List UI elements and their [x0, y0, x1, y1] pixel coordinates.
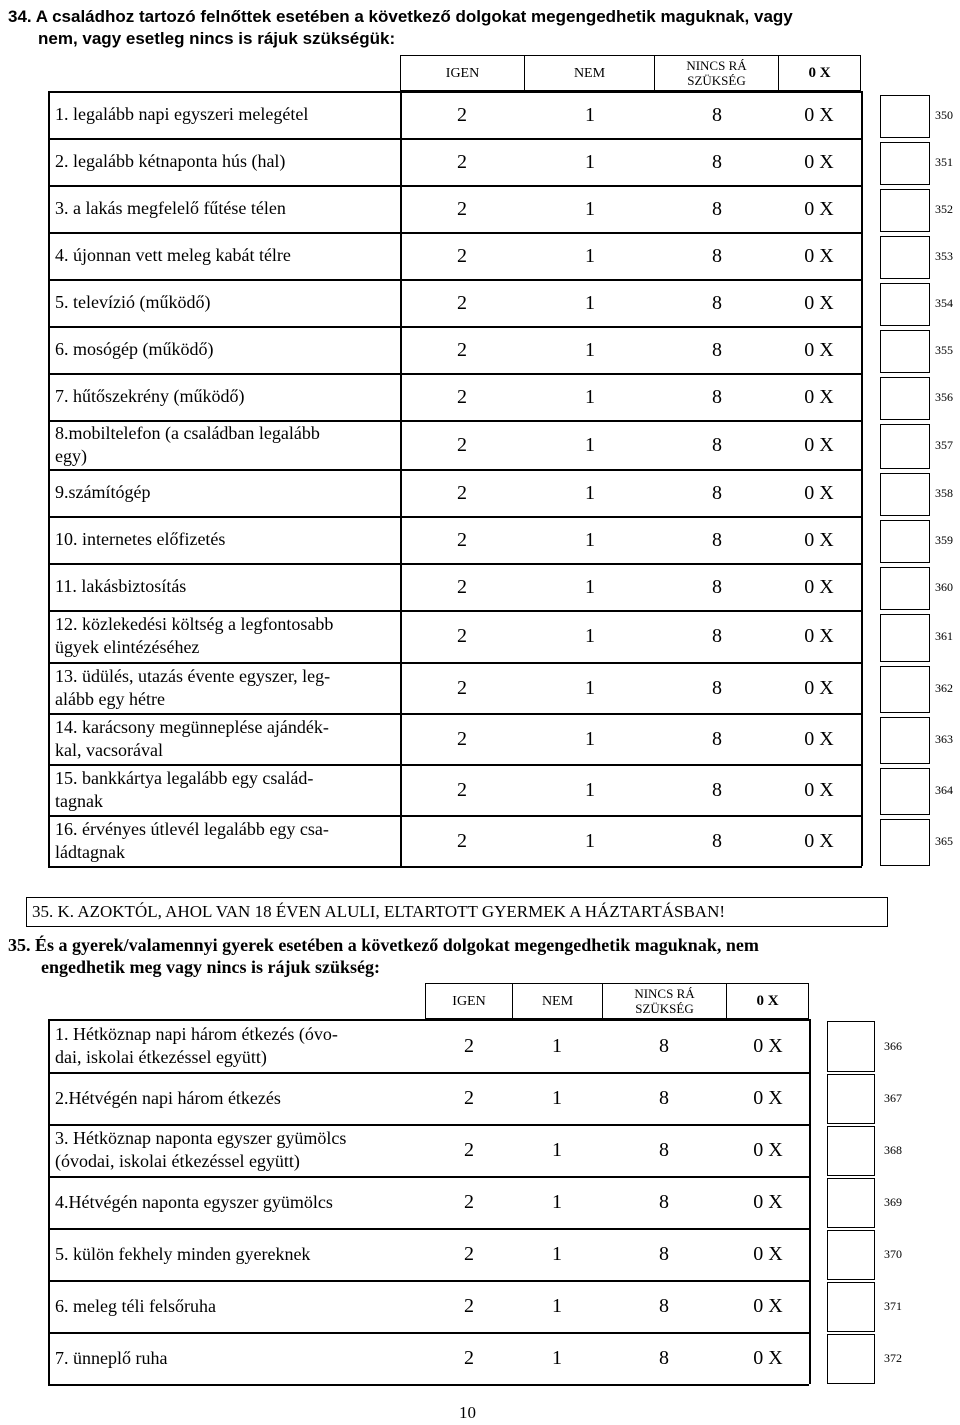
answer-option-8[interactable]: 8	[659, 1034, 669, 1057]
column-divider	[809, 1019, 811, 1384]
row-divider	[48, 1124, 809, 1126]
row-divider	[48, 815, 862, 817]
answer-option-1[interactable]: 1	[585, 197, 595, 220]
answer-option-8[interactable]: 8	[712, 676, 722, 699]
answer-option-1[interactable]: 1	[585, 103, 595, 126]
answer-option-1[interactable]: 1	[552, 1243, 562, 1265]
variable-code: 351	[935, 154, 953, 169]
q34-title-line2: nem, vagy esetleg nincs is rájuk szükségük:	[38, 29, 396, 48]
q35-header-nincs-line2: SZÜKSÉG	[635, 1001, 694, 1016]
variable-code: 363	[935, 731, 953, 746]
answer-option-8[interactable]: 8	[712, 385, 722, 408]
row-label	[55, 291, 394, 314]
answer-code-box[interactable]	[827, 1230, 875, 1280]
answer-code-box[interactable]	[880, 666, 930, 713]
answer-option-1[interactable]: 1	[585, 244, 595, 267]
row-label-line1: 1. Hétköznap napi három étkezés (óvo-	[55, 1023, 338, 1044]
row-label-line1: 3. a lakás megfelelő fűtése télen	[55, 198, 286, 218]
row-label-line1: 5. külön fekhely minden gyereknek	[55, 1243, 311, 1264]
q34-title-line1: 34. A családhoz tartozó felnőttek esetében a következő dolgokat megengedhetik maguknak, vagy	[8, 7, 793, 26]
q34-header-igen: IGEN	[445, 66, 480, 81]
row-label-line2: kal, vacsorával	[55, 739, 163, 760]
answer-option-2[interactable]: 2	[457, 676, 467, 699]
row-label-line1: 10. internetes előfizetés	[55, 529, 226, 549]
answer-option-0x[interactable]: 0 X	[753, 1295, 783, 1317]
row-label-line2: (óvodai, iskolai étkezéssel együtt)	[55, 1151, 300, 1171]
variable-code: 355	[935, 342, 953, 357]
answer-option-8[interactable]: 8	[659, 1191, 669, 1213]
answer-option-8[interactable]: 8	[659, 1243, 669, 1265]
answer-option-8[interactable]: 8	[659, 1347, 669, 1369]
answer-option-1[interactable]: 1	[585, 727, 595, 750]
row-label	[55, 197, 394, 220]
row-label-line1: 15. bankkártya legalább egy család-	[55, 767, 314, 788]
row-label	[55, 338, 394, 361]
answer-option-1[interactable]: 1	[552, 1034, 562, 1057]
answer-option-1[interactable]: 1	[585, 481, 595, 504]
answer-code-box[interactable]	[827, 1126, 875, 1176]
variable-code: 366	[884, 1038, 902, 1053]
answer-code-box[interactable]	[880, 377, 930, 420]
row-label-line1: 6. meleg téli felsőruha	[55, 1295, 216, 1316]
answer-option-1[interactable]: 1	[585, 291, 595, 314]
table-bottom-line	[48, 866, 862, 868]
answer-option-0x[interactable]: 0 X	[753, 1347, 783, 1369]
answer-code-box[interactable]	[827, 1334, 875, 1384]
row-label-line1: 3. Hétköznap naponta egyszer gyümölcs	[55, 1128, 347, 1148]
column-divider	[48, 91, 50, 866]
variable-code: 364	[935, 782, 953, 797]
q35-header-0x: 0 X	[756, 993, 779, 1009]
variable-code: 356	[935, 389, 953, 404]
row-label-line2: ládtagnak	[55, 841, 125, 862]
row-divider	[48, 1072, 809, 1074]
row-label-line1: 7. hűtőszekrény (működő)	[55, 386, 245, 406]
row-label	[55, 1087, 419, 1110]
row-label	[55, 103, 394, 126]
answer-option-2[interactable]: 2	[464, 1347, 474, 1369]
row-label-line1: 4. újonnan vett meleg kabát télre	[55, 245, 291, 265]
row-label	[55, 385, 394, 408]
row-divider	[48, 1228, 809, 1230]
row-label	[55, 1347, 419, 1370]
row-divider	[48, 1280, 809, 1282]
answer-option-0x[interactable]: 0 X	[804, 197, 834, 220]
answer-option-0x[interactable]: 0 X	[804, 528, 834, 551]
q34-header-0x: 0 X	[808, 65, 831, 81]
row-divider	[48, 469, 862, 471]
answer-option-0x[interactable]: 0 X	[804, 103, 834, 126]
answer-option-0x[interactable]: 0 X	[804, 338, 834, 361]
row-label-line1: 16. érvényes útlevél legalább egy csa-	[55, 818, 329, 839]
row-label	[55, 150, 394, 173]
q35-header-igen-cell	[425, 983, 513, 1019]
answer-option-8[interactable]: 8	[712, 433, 722, 456]
row-divider	[48, 232, 862, 234]
row-divider	[48, 373, 862, 375]
q35-header-nem: NEM	[541, 994, 574, 1009]
answer-option-2[interactable]: 2	[457, 338, 467, 361]
answer-option-1[interactable]: 1	[585, 385, 595, 408]
answer-code-box[interactable]	[880, 520, 930, 563]
answer-option-1[interactable]: 1	[585, 528, 595, 551]
answer-option-2[interactable]: 2	[457, 481, 467, 504]
row-divider	[48, 279, 862, 281]
q35-title	[8, 934, 958, 978]
answer-option-2[interactable]: 2	[457, 385, 467, 408]
answer-option-8[interactable]: 8	[712, 625, 722, 647]
answer-option-8[interactable]: 8	[712, 150, 722, 173]
answer-code-box[interactable]	[880, 236, 930, 279]
answer-option-2[interactable]: 2	[464, 1087, 474, 1109]
answer-code-box[interactable]	[880, 330, 930, 373]
variable-code: 352	[935, 201, 953, 216]
row-label	[55, 665, 394, 711]
answer-option-2[interactable]: 2	[457, 575, 467, 598]
answer-option-8[interactable]: 8	[712, 778, 722, 801]
row-label	[55, 1023, 419, 1069]
row-label	[55, 1191, 419, 1214]
q34-header-nincs-line1: NINCS RÁ	[686, 58, 747, 73]
answer-option-0x[interactable]: 0 X	[804, 481, 834, 504]
row-label	[55, 575, 394, 598]
row-label	[55, 481, 394, 504]
banner-35k: 35. K. AZOKTÓL, AHOL VAN 18 ÉVEN ALULI, ELTARTOTT GYERMEK A HÁZTARTÁSBAN!	[26, 897, 888, 927]
answer-option-0x[interactable]: 0 X	[804, 676, 834, 699]
answer-option-1[interactable]: 1	[552, 1295, 562, 1317]
answer-option-2[interactable]: 2	[464, 1243, 474, 1265]
variable-code: 370	[884, 1247, 902, 1261]
answer-option-1[interactable]: 1	[552, 1191, 562, 1213]
row-label	[55, 1243, 419, 1266]
page-number: 10	[459, 1403, 476, 1422]
row-label-line2: dai, iskolai étkezéssel együtt)	[55, 1046, 267, 1067]
row-label-line1: 2. legalább kétnaponta hús (hal)	[55, 151, 286, 171]
q35-header-nincs-cell	[603, 983, 727, 1019]
row-label	[55, 818, 394, 864]
answer-option-0x[interactable]: 0 X	[804, 291, 834, 314]
column-divider	[400, 91, 402, 866]
row-label	[55, 528, 394, 551]
answer-code-box[interactable]	[880, 567, 930, 610]
row-label	[55, 613, 394, 659]
answer-option-2[interactable]: 2	[457, 150, 467, 173]
variable-code: 350	[935, 107, 953, 122]
answer-option-2[interactable]: 2	[464, 1191, 474, 1213]
table-bottom-line	[48, 1384, 809, 1386]
variable-code: 354	[935, 295, 953, 310]
answer-option-2[interactable]: 2	[457, 727, 467, 750]
answer-option-8[interactable]: 8	[712, 197, 722, 220]
row-divider	[48, 1332, 809, 1334]
variable-code: 372	[884, 1351, 902, 1365]
variable-code: 368	[884, 1143, 902, 1157]
answer-code-box[interactable]	[880, 717, 930, 764]
answer-option-1[interactable]: 1	[585, 150, 595, 173]
answer-option-2[interactable]: 2	[457, 197, 467, 220]
answer-option-1[interactable]: 1	[585, 676, 595, 699]
answer-option-0x[interactable]: 0 X	[753, 1243, 783, 1265]
row-label-line1: 8.mobiltelefon (a családban legalább	[55, 422, 320, 443]
row-label	[55, 1295, 419, 1318]
answer-option-0x[interactable]: 0 X	[804, 575, 834, 598]
row-label-line1: 12. közlekedési költség a legfontosabb	[55, 614, 334, 634]
q35-title-line2: engedhetik meg vagy nincs is rájuk szükség:	[41, 957, 381, 977]
answer-option-2[interactable]: 2	[457, 778, 467, 801]
answer-code-box[interactable]	[827, 1178, 875, 1228]
variable-code: 371	[884, 1299, 902, 1313]
answer-option-0x[interactable]: 0 X	[804, 385, 834, 408]
row-label-line1: 14. karácsony megünneplése ajándék-	[55, 716, 329, 737]
answer-code-box[interactable]	[880, 189, 930, 232]
row-label-line1: 7. ünneplő ruha	[55, 1347, 168, 1368]
row-label	[55, 1127, 419, 1173]
row-label-line1: 9.számítógép	[55, 482, 151, 502]
answer-option-0x[interactable]: 0 X	[804, 778, 834, 801]
answer-option-2[interactable]: 2	[464, 1139, 474, 1161]
column-divider	[861, 91, 863, 866]
row-divider	[48, 326, 862, 328]
q34-header-nincs-cell	[655, 55, 779, 91]
answer-option-2[interactable]: 2	[457, 625, 467, 647]
answer-option-8[interactable]: 8	[712, 103, 722, 126]
row-divider	[48, 610, 862, 612]
answer-option-8[interactable]: 8	[659, 1295, 669, 1317]
q34-header-nem: NEM	[573, 66, 606, 81]
variable-code: 367	[884, 1091, 902, 1105]
row-divider	[48, 138, 862, 140]
row-divider	[48, 713, 862, 715]
row-divider	[48, 516, 862, 518]
q34-header-nincs-line2: SZÜKSÉG	[687, 73, 746, 88]
answer-code-box[interactable]	[880, 819, 930, 866]
row-label-line2: tagnak	[55, 790, 103, 811]
row-divider	[48, 1019, 809, 1021]
answer-option-1[interactable]: 1	[585, 778, 595, 801]
q35-header-igen: IGEN	[452, 994, 486, 1009]
answer-code-box[interactable]	[880, 283, 930, 326]
answer-option-8[interactable]: 8	[712, 244, 722, 267]
answer-option-0x[interactable]: 0 X	[804, 433, 834, 456]
row-label	[55, 422, 394, 468]
row-divider	[48, 764, 862, 766]
q34-header-0x-cell	[779, 55, 861, 91]
answer-option-8[interactable]: 8	[712, 338, 722, 361]
row-divider	[48, 563, 862, 565]
q35-header-0x-cell	[727, 983, 809, 1019]
q35-header-nem-cell	[513, 983, 603, 1019]
answer-option-2[interactable]: 2	[464, 1295, 474, 1317]
variable-code: 361	[935, 629, 953, 643]
answer-code-box[interactable]	[827, 1074, 875, 1124]
row-divider	[48, 185, 862, 187]
answer-option-8[interactable]: 8	[712, 291, 722, 314]
answer-option-1[interactable]: 1	[585, 625, 595, 647]
answer-code-box[interactable]	[880, 95, 930, 138]
answer-option-1[interactable]: 1	[585, 338, 595, 361]
q34-header-nem-cell	[525, 55, 655, 91]
answer-option-1[interactable]: 1	[552, 1139, 562, 1161]
answer-code-box[interactable]	[827, 1282, 875, 1332]
answer-option-1[interactable]: 1	[552, 1347, 562, 1369]
variable-code: 360	[935, 579, 953, 594]
row-label-line1: 13. üdülés, utazás évente egyszer, leg-	[55, 665, 331, 686]
answer-option-8[interactable]: 8	[712, 727, 722, 750]
answer-option-0x[interactable]: 0 X	[804, 727, 834, 750]
row-label	[55, 244, 394, 267]
variable-code: 357	[935, 437, 953, 452]
answer-code-box[interactable]	[880, 768, 930, 815]
row-divider	[48, 420, 862, 422]
q35-header-nincs-line1: NINCS RÁ	[634, 986, 695, 1001]
row-label	[55, 716, 394, 762]
row-divider	[48, 1176, 809, 1178]
answer-option-2[interactable]: 2	[457, 244, 467, 267]
answer-option-1[interactable]: 1	[552, 1087, 562, 1109]
row-divider	[48, 91, 862, 93]
answer-option-8[interactable]: 8	[659, 1087, 669, 1109]
answer-code-box[interactable]	[827, 1021, 875, 1072]
variable-code: 359	[935, 532, 953, 547]
answer-code-box[interactable]	[880, 614, 930, 662]
answer-option-2[interactable]: 2	[457, 829, 467, 852]
column-divider	[48, 1019, 50, 1384]
row-label-line1: 2.Hétvégén napi három étkezés	[55, 1087, 281, 1108]
answer-option-0x[interactable]: 0 X	[753, 1087, 783, 1109]
answer-option-0x[interactable]: 0 X	[753, 1034, 783, 1057]
answer-option-8[interactable]: 8	[712, 481, 722, 504]
answer-option-0x[interactable]: 0 X	[804, 244, 834, 267]
answer-option-8[interactable]: 8	[712, 575, 722, 598]
answer-option-1[interactable]: 1	[585, 575, 595, 598]
q35-title-line1: 35. És a gyerek/valamennyi gyerek esetében a következő dolgokat megengedhetik maguknak, nem	[8, 935, 759, 955]
answer-option-1[interactable]: 1	[585, 829, 595, 852]
variable-code: 369	[884, 1195, 902, 1209]
answer-option-2[interactable]: 2	[457, 433, 467, 456]
row-label-line2: egy)	[55, 445, 87, 466]
answer-option-2[interactable]: 2	[464, 1034, 474, 1057]
row-label-line1: 4.Hétvégén naponta egyszer gyümölcs	[55, 1191, 333, 1212]
answer-option-2[interactable]: 2	[457, 291, 467, 314]
answer-option-0x[interactable]: 0 X	[753, 1191, 783, 1213]
variable-code: 353	[935, 248, 953, 263]
q34-header-igen-cell	[400, 55, 525, 91]
answer-option-8[interactable]: 8	[659, 1139, 669, 1161]
row-label-line1: 6. mosógép (működő)	[55, 339, 214, 359]
row-label-line2: alább egy hétre	[55, 688, 165, 709]
answer-code-box[interactable]	[880, 142, 930, 185]
answer-option-2[interactable]: 2	[457, 103, 467, 126]
row-divider	[48, 662, 862, 664]
answer-option-8[interactable]: 8	[712, 829, 722, 852]
answer-code-box[interactable]	[880, 424, 930, 469]
q34-title	[8, 6, 958, 50]
row-label-line1: 1. legalább napi egyszeri melegétel	[55, 104, 309, 124]
row-label-line2: ügyek elintézéséhez	[55, 637, 200, 657]
variable-code: 365	[935, 833, 953, 848]
answer-option-0x[interactable]: 0 X	[804, 829, 834, 852]
variable-code: 362	[935, 680, 953, 695]
answer-option-0x[interactable]: 0 X	[753, 1139, 783, 1161]
answer-option-2[interactable]: 2	[457, 528, 467, 551]
answer-code-box[interactable]	[880, 473, 930, 516]
row-label-line1: 11. lakásbiztosítás	[55, 576, 187, 596]
answer-option-0x[interactable]: 0 X	[804, 625, 834, 647]
variable-code: 358	[935, 485, 953, 500]
row-label	[55, 767, 394, 813]
row-label-line1: 5. televízió (működő)	[55, 292, 211, 312]
answer-option-1[interactable]: 1	[585, 433, 595, 456]
answer-option-0x[interactable]: 0 X	[804, 150, 834, 173]
answer-option-8[interactable]: 8	[712, 528, 722, 551]
